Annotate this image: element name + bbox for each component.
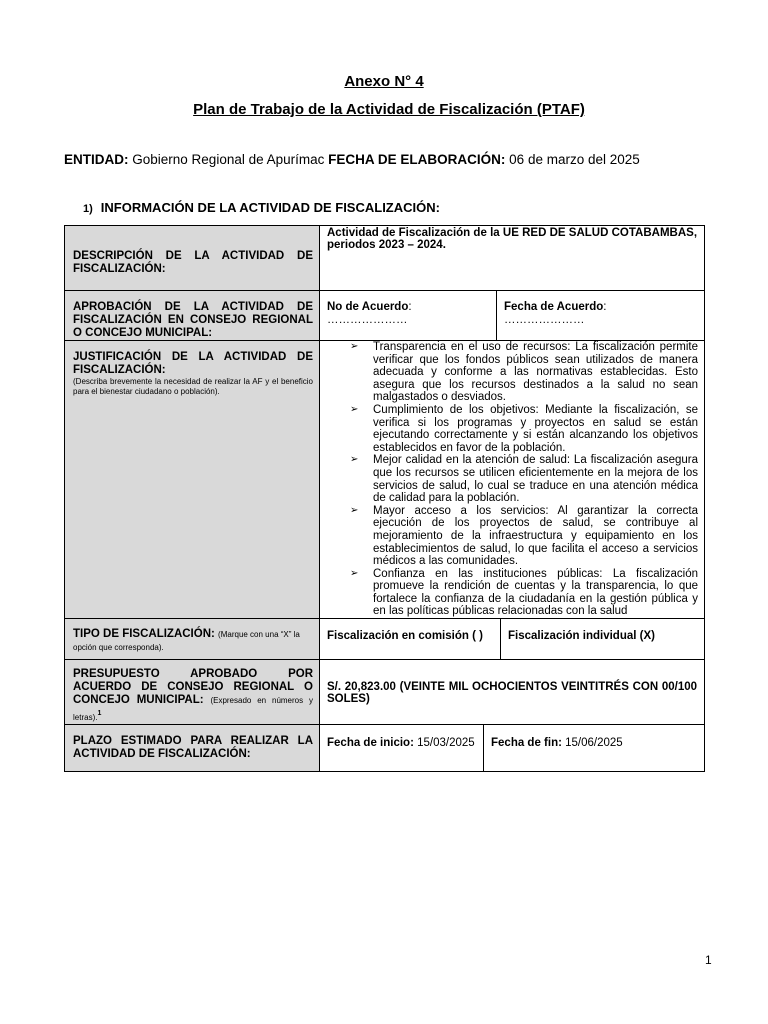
row-plazo [65, 724, 705, 771]
fecha-fin [484, 725, 704, 771]
justificacion-item [350, 567, 699, 618]
justificacion-item [350, 403, 699, 454]
entidad-value: Gobierno Regional de Apurímac [132, 152, 325, 167]
row-presupuesto [65, 660, 705, 725]
fecha-acuerdo-label: Fecha de Acuerdo [504, 301, 604, 313]
presupuesto-label: PRESUPUESTO APROBADO POR ACUERDO DE CONSEJO REGIONAL O CONCEJO MUNICIPAL: [73, 668, 313, 707]
plazo-dates-cell [320, 724, 705, 771]
descripcion-label-cell [65, 226, 320, 291]
section-title: INFORMACIÓN DE LA ACTIVIDAD DE FISCALIZACIÓN: [100, 200, 440, 215]
tipo-options-cell [320, 619, 705, 660]
page-number: 1 [705, 953, 712, 967]
arrow-bullet-icon: ➢ [350, 454, 359, 466]
fecha-inicio-value: 15/03/2025 [417, 736, 475, 749]
acuerdo-cell [320, 291, 497, 341]
justificacion-item-text: Confianza en las instituciones públicas: La fiscalización promueve la rendición de cuentas y la transparencia, lo que fortalece la confianza de la ciudadanía en la gestión pública y en las políticas públicas relacionadas con la salud [373, 567, 699, 618]
justificacion-note: (Describa brevemente la necesidad de realizar la AF y el beneficio para el bienestar ciudadano o población). [73, 377, 313, 396]
arrow-bullet-icon: ➢ [350, 504, 359, 516]
entidad-label: ENTIDAD: [64, 152, 129, 167]
fecha-fin-label: Fecha de fin: [491, 736, 562, 749]
tipo-option-individual: Fiscalización individual (X) [508, 630, 655, 643]
fecha-acuerdo-content [497, 291, 704, 333]
tipo-label-block [65, 619, 319, 654]
descripcion-value-cell [320, 226, 705, 291]
row-descripcion [65, 226, 705, 291]
acuerdo-colon: : [408, 301, 412, 313]
fecha-acuerdo-colon: : [603, 301, 607, 313]
annex-number: Anexo N° 4 [344, 73, 424, 90]
justificacion-list [320, 341, 704, 618]
justificacion-item-text: Mayor acceso a los servicios: Al garantizar la correcta ejecución de los proyectos de salud, se contribuye al mejoramiento de la infraestructura y equipamiento en los establecimientos de salud, lo que facilita el acceso a servicios médicos a las comunidades. [373, 504, 699, 568]
acuerdo-content [320, 291, 496, 333]
aprobacion-label-cell [65, 291, 320, 341]
presupuesto-footnote-ref: 1 [97, 710, 102, 718]
plazo-dates [320, 725, 704, 771]
presupuesto-label-block [65, 660, 319, 724]
presupuesto-value-cell [320, 660, 705, 725]
tipo-option-comision: Fiscalización en comisión ( ) [320, 619, 501, 659]
arrow-bullet-icon: ➢ [350, 341, 359, 352]
fecha-acuerdo-cell [497, 291, 705, 341]
acuerdo-value: ………………… [327, 314, 408, 326]
presupuesto-note: (Expresado en números y letras). [73, 696, 313, 722]
justificacion-item-text: Mejor calidad en la atención de salud: La fiscalización asegura que los recursos se utilicen eficientemente en la mejora de los servicios de salud, lo cual se traduce en una atención médica de calidad para la población. [373, 454, 699, 505]
row-justificacion [65, 341, 705, 619]
aprobacion-label: APROBACIÓN DE LA ACTIVIDAD DE FISCALIZACIÓN EN CONSEJO REGIONAL O CONCEJO MUNICIPAL: [73, 301, 313, 339]
justificacion-item-text: Transparencia en el uso de recursos: La fiscalización permite verificar que los fondos públicos sean utilizados de manera adecuada y conforme a las normativas establecidas. Esto asegura que los recursos destinados a la salud no sean malgastados o desviados. [373, 341, 699, 404]
justificacion-label: JUSTIFICACIÓN DE LA ACTIVIDAD DE FISCALIZACIÓN: [73, 351, 313, 376]
descripcion-label: DESCRIPCIÓN DE LA ACTIVIDAD DE FISCALIZACIÓN: [73, 250, 313, 275]
row-aprobacion [65, 291, 705, 341]
presupuesto-label-cell [65, 660, 320, 725]
fecha-elaboracion-value: 06 de marzo del 2025 [509, 152, 640, 167]
fecha-elaboracion-label: FECHA DE ELABORACIÓN: [328, 152, 506, 167]
activity-info-table [64, 225, 705, 772]
presupuesto-value: S/. 20,823.00 (VEINTE MIL OCHOCIENTOS VEINTITRÉS CON 00/100 SOLES) [327, 680, 698, 705]
entity-line [64, 152, 640, 167]
plazo-label: PLAZO ESTIMADO PARA REALIZAR LA ACTIVIDAD DE FISCALIZACIÓN: [73, 734, 313, 760]
justificacion-value-cell [320, 341, 705, 619]
fecha-fin-value: 15/06/2025 [565, 736, 623, 749]
plazo-label-cell [65, 724, 320, 771]
justificacion-label-cell [65, 341, 320, 619]
justificacion-item [350, 454, 699, 505]
justificacion-item [350, 341, 699, 404]
fecha-inicio [320, 725, 484, 771]
acuerdo-label: No de Acuerdo [327, 301, 409, 313]
tipo-label-cell [65, 619, 320, 660]
tipo-note: (Marque con una “X” la opción que corresponda). [73, 630, 300, 653]
arrow-bullet-icon: ➢ [350, 567, 359, 579]
arrow-bullet-icon: ➢ [350, 403, 359, 415]
tipo-label: TIPO DE FISCALIZACIÓN: [73, 628, 215, 641]
descripcion-value: Actividad de Fiscalización de la UE RED DE SALUD COTABAMBAS, periodos 2023 – 2024. [327, 227, 698, 251]
section-heading [83, 200, 440, 215]
fecha-inicio-label: Fecha de inicio: [327, 736, 414, 749]
fecha-acuerdo-value: ………………… [504, 314, 585, 326]
justificacion-item-text: Cumplimiento de los objetivos: Mediante la fiscalización, se verifica si los programas y proyectos en salud se están ejecutando correctamente y si están alcanzando los objetivos establecidos en favor de la población. [373, 403, 699, 454]
section-number: 1) [83, 203, 93, 215]
document-title: Plan de Trabajo de la Actividad de Fiscalización (PTAF) [193, 101, 585, 118]
justificacion-item [350, 504, 699, 568]
tipo-options [320, 619, 704, 659]
row-tipo [65, 619, 705, 660]
